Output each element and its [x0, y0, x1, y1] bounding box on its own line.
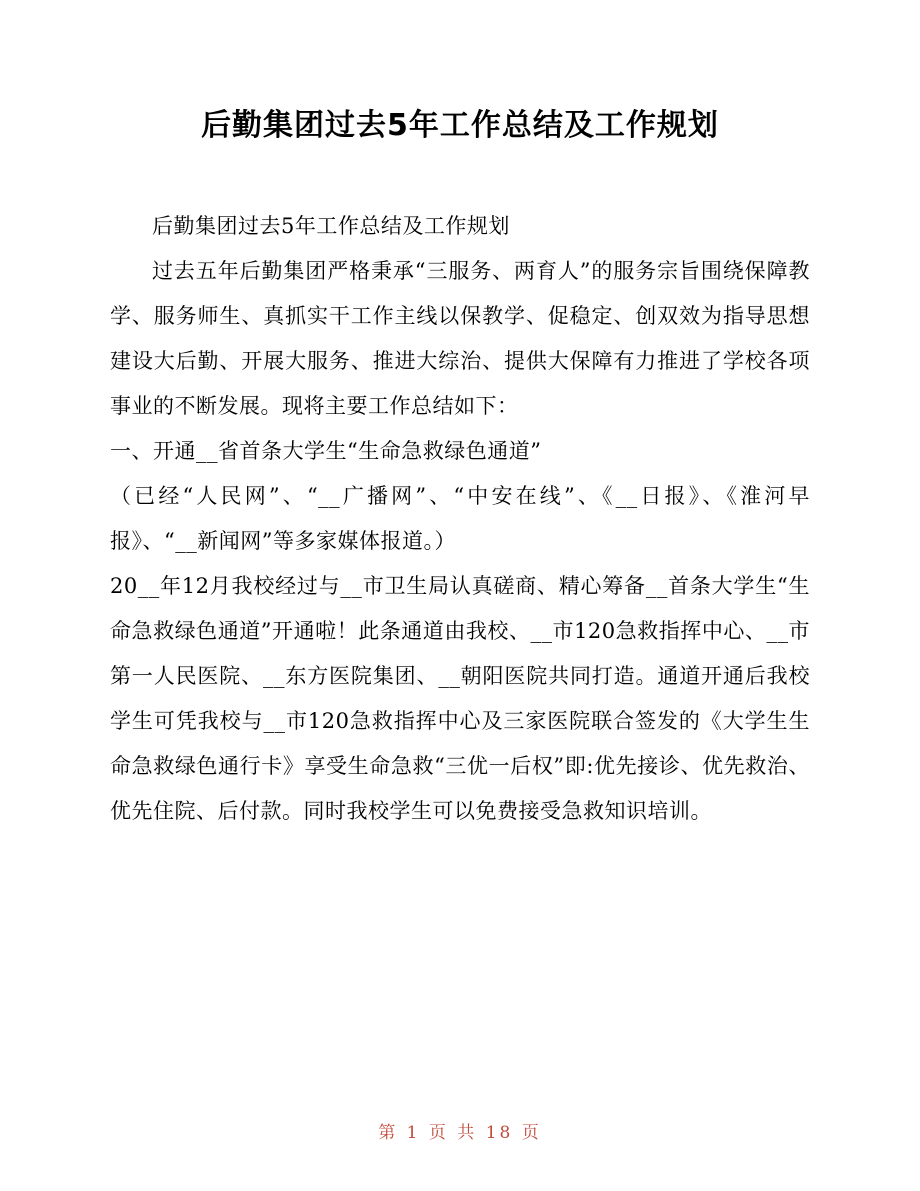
page-title: 后勤集团过去5年工作总结及工作规划 — [201, 108, 719, 143]
paragraph-1: 后勤集团过去5年工作总结及工作规划 — [152, 214, 510, 238]
paragraph-4: （已经“人民网”、“__广播网”、“中安在线”、《__日报》、《淮河早报》、“__新闻网”等多家媒体报道。） — [110, 484, 810, 553]
paragraph-2: 过去五年后勤集团严格秉承“三服务、两育人”的服务宗旨围绕保障教学、服务师生、真抓实干工作主线以保教学、促稳定、创双效为指导思想建设大后勤、开展大服务、推进大综治、提供大保障有力推进了学校各项事业的不断发展。现将主要工作总结如下： — [110, 259, 810, 418]
paragraph-3: 一、开通__省首条大学生“生命急救绿色通道” — [110, 439, 542, 463]
document-body — [110, 144, 810, 834]
page-footer: 第 1 页 共 18 页 — [378, 1123, 542, 1143]
paragraph-5: 20__年12月我校经过与__市卫生局认真磋商、精心筹备__首条大学生“生命急救绿色通道”开通啦！此条通道由我校、__市120急救指挥中心、__市第一人民医院、__东方医院集团、__朝阳医院共同打造。通道开通后我校学生可凭我校与__市120急救指挥中心及三家医院联合签发的《大学生生命急救绿色通行卡》享受生命急救“三优一后权”即:优先接诊、优先救治、优先住院、后付款。同时我校学生可以免费接受急救知识培训。 — [110, 574, 810, 823]
